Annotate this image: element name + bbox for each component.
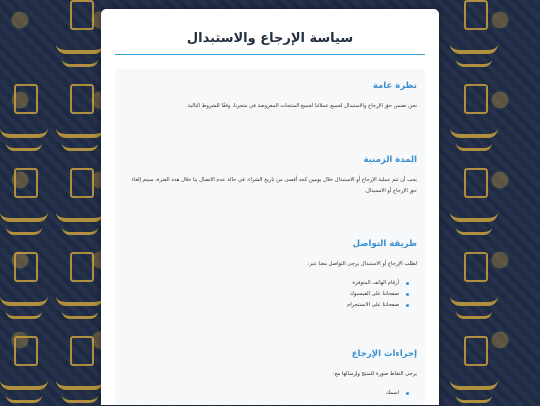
title-divider [115, 54, 425, 55]
section-body: نحن نضمن حق الإرجاع والاستبدال لجميع عملائنا لجميع المنتجات المعروضة في متجرنا، وفقًا للشروط التالية. [186, 103, 417, 109]
list-item [123, 300, 407, 311]
list-item [123, 278, 407, 289]
section-return-procedure [115, 337, 425, 405]
section-contact [115, 227, 425, 345]
section-body: يرجى التقاط صورة للمنتج وإرسالها مع: [333, 371, 417, 377]
section-heading: إجراءات الإرجاع [351, 349, 417, 359]
section-overview [115, 69, 425, 153]
section-heading: نظرة عامة [372, 81, 417, 91]
page-title: سياسة الإرجاع والاستبدال [186, 31, 354, 46]
list-item [123, 289, 407, 300]
section-duration [115, 143, 425, 237]
procedure-list [123, 388, 417, 399]
list-item-label: صفحاتنا على الفيسبوك [349, 291, 399, 297]
background-logo-icon [56, 0, 104, 70]
section-heading: طريقة التواصل [352, 239, 417, 249]
bullet-dot-icon [406, 282, 409, 285]
bullet-dot-icon [406, 392, 409, 395]
background-logo-icon [450, 252, 498, 322]
section-body: لطلب الإرجاع أو الاستبدال يرجى التواصل معنا عبر: [307, 261, 417, 267]
section-body: يجب أن تتم عملية الإرجاع أو الاستبدال خلال يومين كحد أقصى من تاريخ الشراء. في حالة عدم الاتصال بنا خلال هذه الفترة، سيتم إلغاء حق الإرجاع أو الاستبدال. [131, 177, 417, 194]
contact-list [123, 278, 417, 311]
section-heading: المدة الزمنية [363, 155, 417, 165]
background-logo-icon [0, 252, 48, 322]
bullet-dot-icon [406, 304, 409, 307]
background-logo-icon [0, 168, 48, 238]
list-item-label: أرقام الهاتف المتوفرة [352, 280, 399, 286]
background-logo-icon [56, 336, 104, 406]
list-item-label: صفحاتنا على الانستجرام [347, 302, 399, 308]
bullet-dot-icon [406, 293, 409, 296]
background-logo-icon [56, 84, 104, 154]
background-logo-icon [450, 336, 498, 406]
policy-card [101, 9, 439, 405]
list-item-label: اسمك [385, 390, 399, 396]
background-logo-icon [450, 84, 498, 154]
background-logo-icon [56, 168, 104, 238]
background-logo-icon [450, 168, 498, 238]
background-logo-icon [450, 0, 498, 70]
background-logo-icon [56, 252, 104, 322]
list-item [123, 388, 407, 399]
background-logo-icon [0, 84, 48, 154]
background-logo-icon [0, 336, 48, 406]
